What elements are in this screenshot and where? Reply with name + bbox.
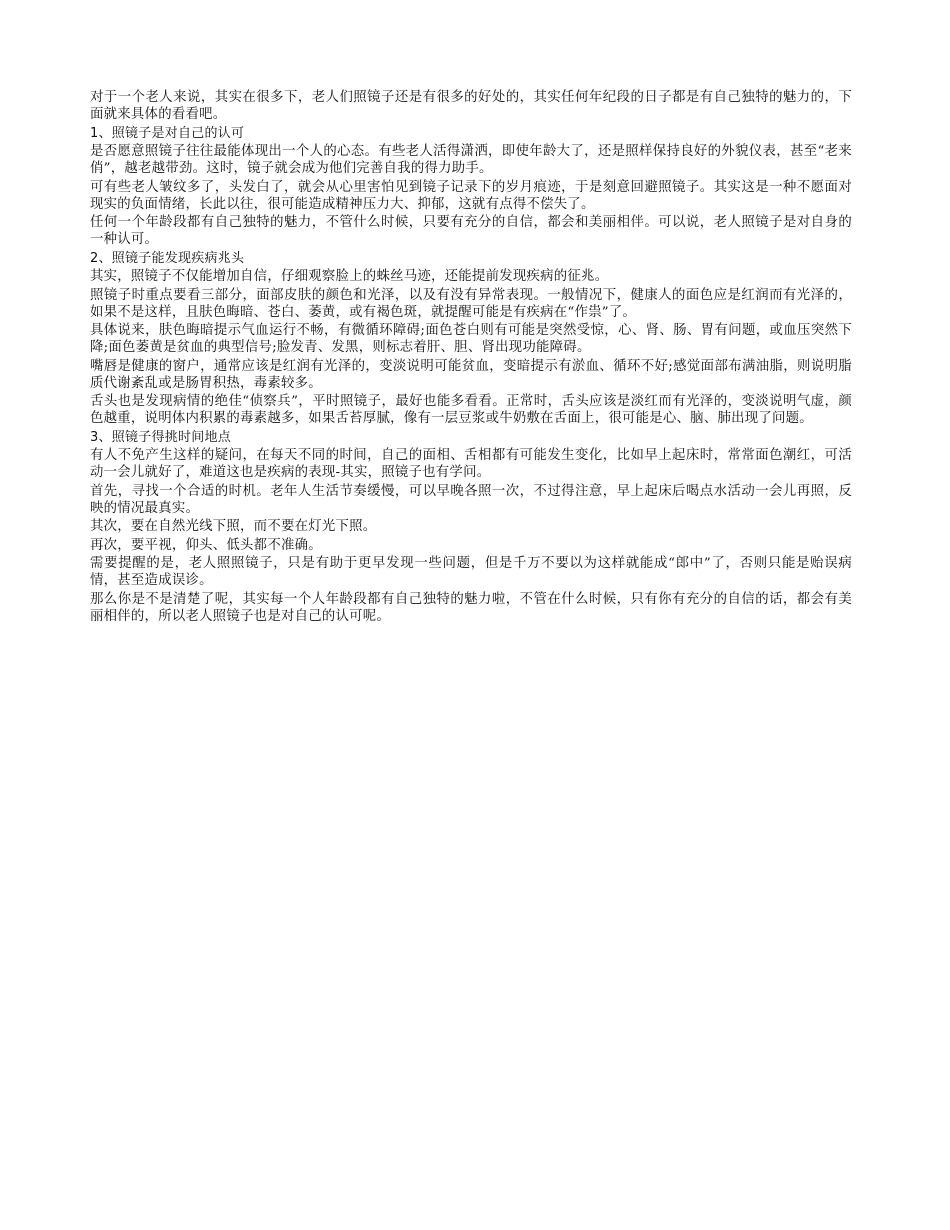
paragraph: 嘴唇是健康的窗户，通常应该是红润有光泽的，变淡说明可能贫血，变暗提示有淤血、循环不好;感觉面部布满油脂，则说明脂质代谢紊乱或是肠胃积热，毒素较多。 <box>90 358 852 391</box>
paragraph: 舌头也是发现病情的绝佳“侦察兵”，平时照镜子，最好也能多看看。正常时，舌头应该是淡红而有光泽的，变淡说明气虚，颜色越重，说明体内积累的毒素越多，如果舌苔厚腻，像有一层豆浆或牛奶敷在舌面上，很可能是心、脑、肺出现了问题。 <box>90 394 852 426</box>
paragraph: 需要提醒的是，老人照照镜子，只是有助于更早发现一些问题，但是千万不要以为这样就能成“郎中”了，否则只能是贻误病情，甚至造成误诊。 <box>90 556 852 588</box>
paragraph: 具体说来，肤色晦暗提示气血运行不畅，有微循环障碍;面色苍白则有可能是突然受惊，心、肾、肠、胃有问题，或血压突然下降;面色萎黄是贫血的典型信号;脸发青、发黑，则标志着肝、胆、肾出现功能障碍。 <box>90 323 852 355</box>
paragraph: 有人不免产生这样的疑问，在每天不同的时间，自己的面相、舌相都有可能发生变化，比如早上起床时，常常面色潮红，可活动一会儿就好了，难道这也是疾病的表现-其实，照镜子也有学问。 <box>90 448 852 480</box>
section-heading-1: 1、照镜子是对自己的认可 <box>90 125 245 141</box>
paragraph: 其实，照镜子不仅能增加自信，仔细观察脸上的蛛丝马迹，还能提前发现疾病的征兆。 <box>90 269 609 284</box>
paragraph: 可有些老人皱纹多了，头发白了，就会从心里害怕见到镜子记录下的岁月痕迹，于是刻意回避照镜子。其实这是一种不愿面对现实的负面情绪，长此以往，很可能造成精神压力大、抑郁，这就有点得不偿失了。 <box>90 179 852 212</box>
paragraph: 其次，要在自然光线下照，而不要在灯光下照。 <box>90 519 377 534</box>
section-heading-3: 3、照镜子得挑时间地点 <box>90 429 232 445</box>
paragraph: 首先，寻找一个合适的时机。老年人生活节奏缓慢，可以早晚各照一次，不过得注意，早上起床后喝点水活动一会儿再照，反映的情况最真实。 <box>90 483 852 516</box>
paragraph: 任何一个年龄段都有自己独特的魅力，不管什么时候，只要有充分的自信，都会和美丽相伴。可以说，老人照镜子是对自身的一种认可。 <box>90 215 852 247</box>
paragraph: 再次，要平视，仰头、低头都不准确。 <box>90 537 322 553</box>
intro-paragraph: 对于一个老人来说，其实在很多下，老人们照镜子还是有很多的好处的，其实任何年纪段的日子都是有自己独特的魅力的，下面就来具体的看看吧。 <box>90 90 852 122</box>
document-body <box>90 89 852 626</box>
closing-paragraph: 那么你是不是清楚了呢，其实每一个人年龄段都有自己独特的魅力啦，不管在什么时候，只有你有充分的自信的话，都会有美丽相伴的，所以老人照镜子也是对自己的认可呢。 <box>90 591 852 624</box>
paragraph: 是否愿意照镜子往往最能体现出一个人的心态。有些老人活得潇洒，即使年龄大了，还是照样保持良好的外貌仪表，甚至“老来俏”，越老越带劲。这时，镜子就会成为他们完善自我的得力助手。 <box>90 144 852 176</box>
section-heading-2: 2、照镜子能发现疾病兆头 <box>90 250 245 266</box>
paragraph: 照镜子时重点要看三部分，面部皮肤的颜色和光泽，以及有没有异常表现。一般情况下，健康人的面色应是红润而有光泽的，如果不是这样，且肤色晦暗、苍白、萎黄，或有褐色斑，就提醒可能是有疾病在“作祟”了。 <box>90 287 852 320</box>
